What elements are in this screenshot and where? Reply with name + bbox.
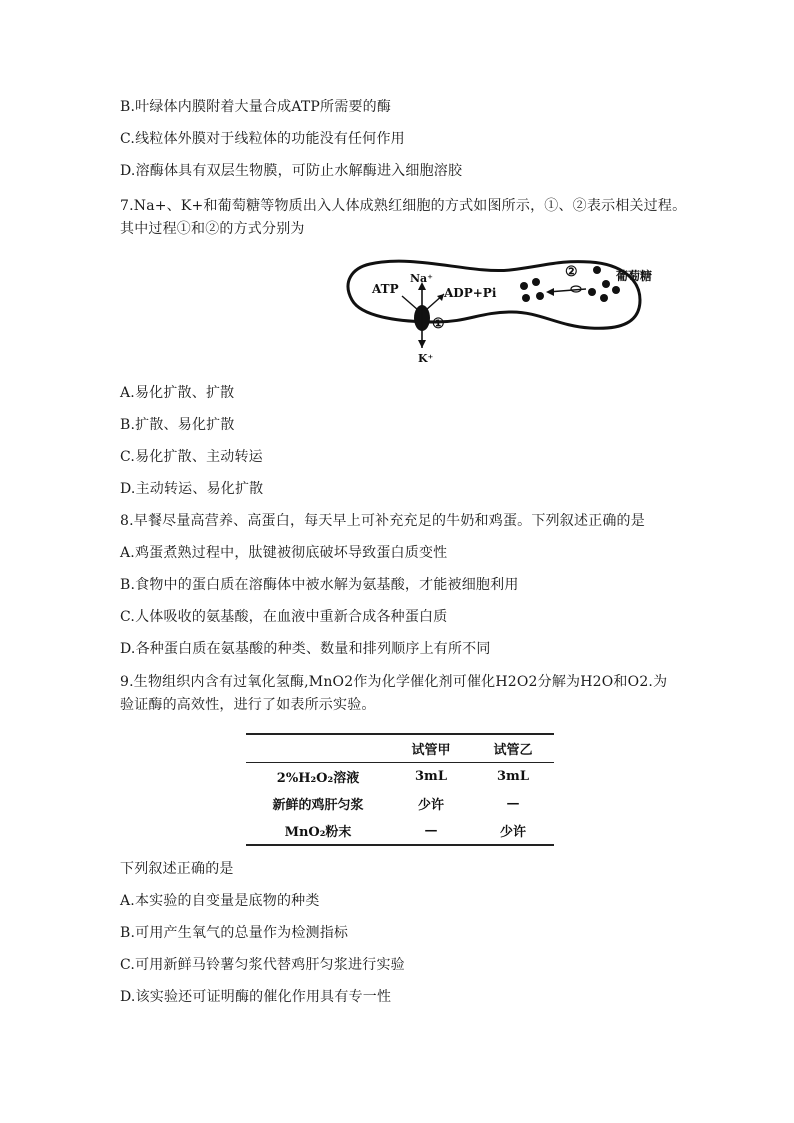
table-row <box>246 817 554 845</box>
table-header-cell: 试管乙 <box>493 743 533 758</box>
na-label: Na⁺ <box>410 272 433 285</box>
q7-stem-line2: 其中过程①和②的方式分别为 <box>120 221 305 237</box>
process-2-label: ② <box>565 264 578 280</box>
table-row <box>246 763 554 791</box>
q6-option-b: B.叶绿体内膜附着大量合成ATP所需要的酶 <box>120 99 392 115</box>
q9-option-b: B.可用产生氧气的总量作为检测指标 <box>120 925 349 941</box>
q9-prompt: 下列叙述正确的是 <box>120 861 234 877</box>
q6-option-d: D.溶酶体具有双层生物膜，可防止水解酶进入细胞溶胶 <box>120 163 463 179</box>
table-cell: 2%H₂O₂溶液 <box>276 771 360 786</box>
q7-option-c: C.易化扩散、主动转运 <box>120 449 263 465</box>
table-header-cell <box>246 734 390 763</box>
adp-label: ADP+Pi <box>444 286 497 300</box>
q9-option-c: C.可用新鲜马铃薯匀浆代替鸡肝匀浆进行实验 <box>120 957 405 973</box>
q7-stem-line1: 7.Na+、K+和葡萄糖等物质出入人体成熟红细胞的方式如图所示，①、②表示相关过程。 <box>120 198 687 214</box>
q7-option-a: A.易化扩散、扩散 <box>120 385 235 401</box>
table-cell: 少许 <box>417 798 444 813</box>
table-header-cell: 试管甲 <box>411 743 451 758</box>
q7-option-d: D.主动转运、易化扩散 <box>120 481 264 497</box>
table-cell: 3mL <box>415 769 447 784</box>
q8-option-b: B.食物中的蛋白质在溶酶体中被水解为氨基酸，才能被细胞利用 <box>120 577 519 593</box>
table-row <box>246 790 554 817</box>
table-header-row <box>246 734 554 763</box>
atp-label: ATP <box>372 282 399 296</box>
table-cell: 少许 <box>499 825 526 840</box>
table-cell: — <box>506 796 520 811</box>
q7-option-b: B.扩散、易化扩散 <box>120 417 235 433</box>
process-1-label: ① <box>432 316 445 332</box>
q8-option-d: D.各种蛋白质在氨基酸的种类、数量和排列顺序上有所不同 <box>120 641 491 657</box>
table-cell: 3mL <box>497 769 529 784</box>
red-blood-cell-figure <box>340 252 670 370</box>
q8-option-c: C.人体吸收的氨基酸，在血液中重新合成各种蛋白质 <box>120 609 448 625</box>
q8-option-a: A.鸡蛋煮熟过程中，肽键被彻底破坏导致蛋白质变性 <box>120 545 448 561</box>
q9-option-a: A.本实验的自变量是底物的种类 <box>120 893 320 909</box>
k-label: K⁺ <box>418 352 434 365</box>
table-cell: 新鲜的鸡肝匀浆 <box>272 798 364 813</box>
experiment-table <box>246 733 554 846</box>
glucose-label: 葡萄糖 <box>616 269 653 283</box>
q6-option-c: C.线粒体外膜对于线粒体的功能没有任何作用 <box>120 131 405 147</box>
q9-stem-line1: 9.生物组织内含有过氧化氢酶,MnO2作为化学催化剂可催化H2O2分解为H2O和O2.为 <box>120 674 668 690</box>
table-cell: MnO₂粉末 <box>284 825 352 840</box>
q9-stem-line2: 验证酶的高效性，进行了如表所示实验。 <box>120 697 376 713</box>
table-cell: — <box>424 823 438 838</box>
q9-option-d: D.该实验还可证明酶的催化作用具有专一性 <box>120 989 392 1005</box>
q8-stem: 8.早餐尽量高营养、高蛋白，每天早上可补充充足的牛奶和鸡蛋。下列叙述正确的是 <box>120 513 645 529</box>
